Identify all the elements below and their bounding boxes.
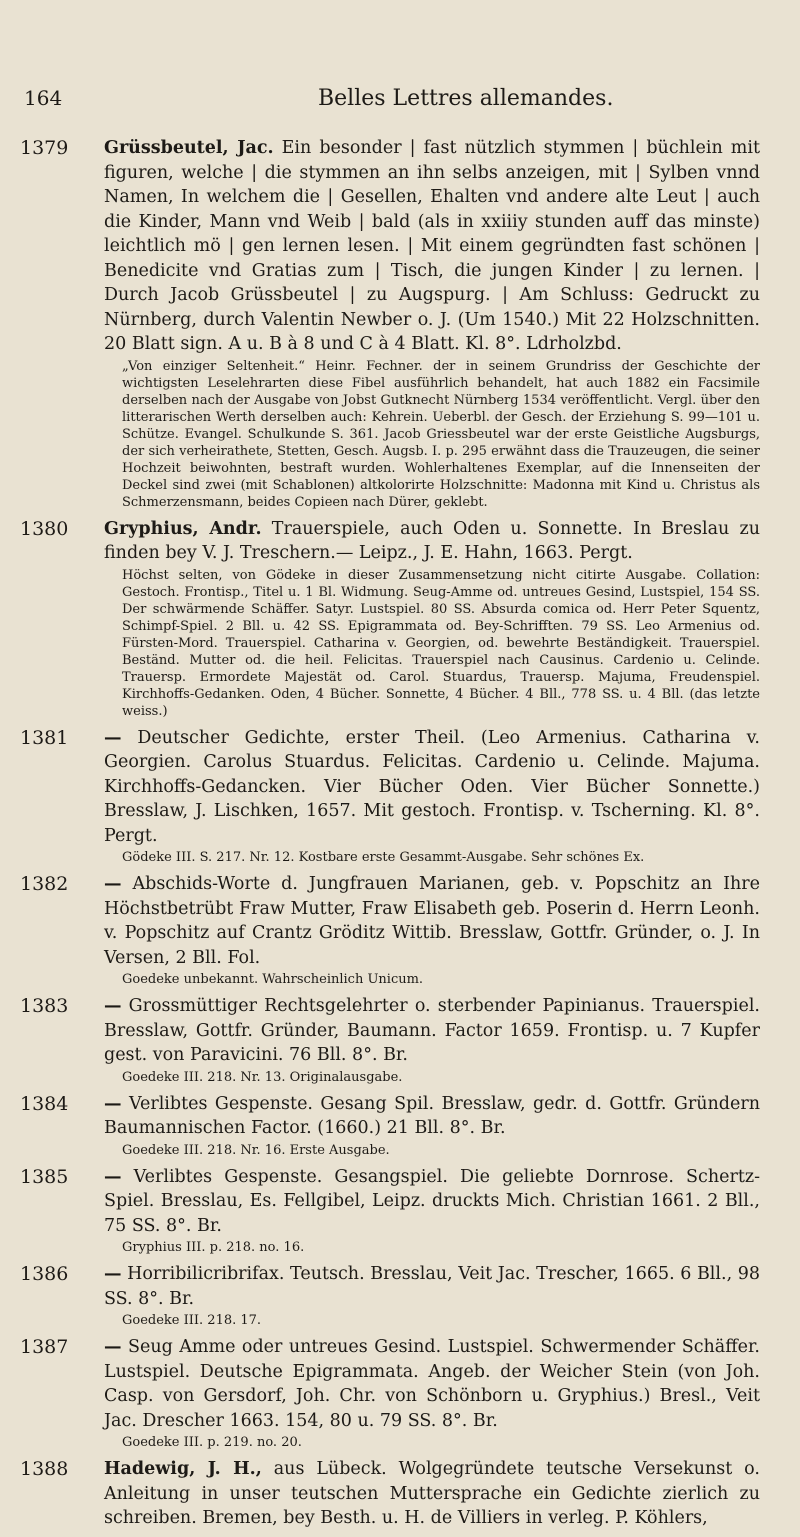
entry-note: Goedeke III. 218. Nr. 16. Erste Ausgabe. [122, 1142, 390, 1158]
entry-body: aus Lübeck. Wolgegründete teutsche Versekunst o. Anleitung in unser teutschen Muttersprache ein Gedichte zierlich zu schreiben. Bremen, bey Besth. u. H. de Villiers in verleg. P. Köhlers, [104, 1459, 760, 1528]
lot-number: 1381 [20, 726, 69, 749]
entry-body: Seug Amme oder untreues Gesind. Lustspiel. Schwermender Schäffer. Lustspiel. Deutsche Epigrammata. Angeb. der Weicher Stein (von Joh. Casp. von Gersdorf, Joh. Chr. von Schönborn u. Gryphius.) Bresl., Veit Jac. Drescher 1663. 154, 80 u. 79 SS. 8°. Br. [104, 1337, 760, 1431]
lot-number: 1385 [20, 1165, 69, 1188]
entry-text [104, 872, 760, 970]
lot-number: 1380 [20, 517, 69, 540]
entry-note: Goedeke III. 218. Nr. 13. Originalausgabe. [122, 1069, 403, 1085]
entry-note: Gödeke III. S. 217. Nr. 12. Kostbare erste Gesammt-Ausgabe. Sehr schönes Ex. [122, 850, 645, 865]
catalogue-entry [0, 1092, 800, 1159]
entry-body: Grossmüttiger Rechtsgelehrter o. sterbender Papinianus. Trauerspiel. Bresslaw, Gottfr. Gründer, Baumann. Factor 1659. Frontisp. u. 7 Kupfer gest. von Paravicini. 76 Bll. 8°. Br. [104, 996, 760, 1065]
catalogue-entry [0, 1457, 800, 1531]
entry-body: Horribilicribrifax. Teutsch. Bresslau, Veit Jac. Trescher, 1665. 6 Bll., 98 SS. 8°. Br. [104, 1264, 760, 1309]
catalogue-entry [0, 1262, 800, 1329]
entry-lead: — [104, 727, 122, 748]
entry-body: Deutscher Gedichte, erster Theil. (Leo Armenius. Catharina v. Georgien. Carolus Stuardus. Felicitas. Cardenio u. Celinde. Majuma. Kirchhoffs-Gedancken. Vier Bücher Oden. Vier Bücher Sonnette.) Bresslaw, J. Lischken, 1657. Mit gestoch. Frontisp. v. Tscherning. Kl. 8°. Pergt. [104, 727, 760, 846]
entry-note: Goedeke unbekannt. Wahrscheinlich Unicum. [122, 972, 424, 987]
entry-text [104, 1457, 760, 1531]
entry-lead: Hadewig, J. H., [104, 1459, 262, 1479]
entry-list [0, 136, 800, 1537]
lot-number: 1387 [20, 1336, 69, 1358]
catalogue-entry [0, 517, 800, 720]
entry-lead: Gryphius, Andr. [104, 518, 262, 539]
entry-lead: — [104, 1337, 122, 1357]
lot-number: 1388 [20, 1458, 69, 1480]
page-number: 164 [24, 86, 63, 110]
catalogue-entry [0, 726, 800, 867]
entry-lead: Grüssbeutel, Jac. [104, 138, 274, 158]
catalogue-entry [0, 994, 800, 1086]
entry-text [104, 136, 760, 357]
lot-number: 1383 [20, 995, 69, 1017]
catalogue-entry [0, 136, 800, 511]
entry-lead: — [104, 996, 122, 1016]
entry-body: Ein besonder | fast nützlich stymmen | büchlein mit figuren, welche | die stymmen an ihn selbs anzeigen, mit | Sylben vnnd Namen, In welchem die | Gesellen, Ehalten vnd andere alte Leut | auch die Kinder, Mann vnd Weib | bald (als in xxiiiy stunden auff das minste) leichtlich mö | gen lernen lesen. | Mit einem gegründten fast schönen | Benedicite vnd Gratias zum | Tisch, die jungen Kinder | zu lernen. | Durch Jacob Grüssbeutel | zu Augspurg. | Am Schluss: Gedruckt zu Nürnberg, durch Valentin Newber o. J. (Um 1540.) Mit 22 Holzschnitten. 20 Blatt sign. A u. B à 8 und C à 4 Blatt. Kl. 8°. Ldrholzbd. [104, 138, 760, 354]
entry-lead: — [104, 1166, 122, 1187]
entry-note: Höchst selten, von Gödeke in dieser Zusammensetzung nicht citirte Ausgabe. Collation: Gestoch. Frontisp., Titel u. 1 Bl. Widmung. Seug-Amme od. untreues Gesind, Lustspiel, 154 SS. Der schwärmende Schäffer. Satyr. Lustspiel. 80 SS. Absurda comica od. Herr Peter Squentz, Schimpf-Spiel. 2 Bll. u. 42 SS. Epigrammata od. Bey-Schrifften. 79 SS. Leo Armenius od. Fürsten-Mord. Trauerspiel. Catharina v. Georgien, od. bewehrte Beständigkeit. Trauerspiel. Beständ. Mutter od. die heil. Felicitas. Trauerspiel nach Causinus. Cardenio u. Celinde. Trauersp. Ermordete Majestät od. Carol. Stuardus, Trauersp. Majuma, Freudenspiel. Kirchhoffs-Gedanken. Oden, 4 Bücher. Sonnette, 4 Bücher. 4 Bll., 778 SS. u. 4 Bll. (das letzte weiss.) [122, 567, 760, 719]
entry-lead: — [104, 1093, 122, 1114]
catalogue-entry [0, 1165, 800, 1257]
lot-number: 1382 [20, 873, 69, 895]
entry-lead: — [104, 1264, 122, 1284]
entry-text [104, 1262, 760, 1311]
entry-body: Verlibtes Gespenste. Gesangspiel. Die geliebte Dornrose. Schertz-Spiel. Bresslau, Es. Fellgibel, Leipz. druckts Mich. Christian 1661. 2 Bll., 75 SS. 8°. Br. [104, 1166, 760, 1236]
catalogue-entry [0, 872, 800, 988]
entry-note: Goedeke III. 218. 17. [122, 1313, 262, 1328]
entry-note: Gryphius III. p. 218. no. 16. [122, 1240, 305, 1255]
running-head [0, 86, 800, 116]
entry-text [104, 1335, 760, 1433]
lot-number: 1379 [20, 137, 69, 159]
entry-text [104, 1165, 760, 1239]
catalogue-entry [0, 1335, 800, 1451]
lot-number: 1384 [20, 1092, 69, 1115]
entry-text [104, 994, 760, 1068]
entry-text [104, 517, 760, 566]
entry-note: „Von einziger Seltenheit.“ Heinr. Fechner. der in seinem Grundriss der Geschichte der wichtigsten Leselehrarten diese Fibel ausführlich behandelt, hat auch 1882 ein Facsimile derselben nach der Ausgabe von Jobst Gutknecht Nürnberg 1534 veröffentlicht. Vergl. über den litterarischen Werth derselben auch: Kehrein. Ueberbl. der Gesch. der Erziehung S. 99—101 u. Schütze. Evangel. Schulkunde S. 361. Jacob Griessbeutel war der erste Geistliche Augsburgs, der sich verheirathete, Stetten, Gesch. Augsb. I. p. 295 erwähnt dass die Trauzeugen, die seiner Hochzeit beiwohnten, bestraft wurden. Wohlerhaltenes Exemplar, auf die Innenseiten der Deckel sind zwei (mit Schablonen) altkolorirte Holzschnitte: Madonna mit Kind u. Christus als Schmerzensmann, beides Copieen nach Dürer, geklebt. [122, 358, 760, 510]
entry-body: Abschids-Worte d. Jungfrauen Marianen, geb. v. Popschitz an Ihre Höchstbetrübt Fraw Mutter, Fraw Elisabeth geb. Poserin d. Herrn Leonh. v. Popschitz auf Crantz Gröditz Wittib. Bresslaw, Gottfr. Gründer, o. J. In Versen, 2 Bll. Fol. [104, 874, 760, 968]
entry-body: Verlibtes Gespenste. Gesang Spil. Bresslaw, gedr. d. Gottfr. Gründern Baumannischen Factor. (1660.) 21 Bll. 8°. Br. [104, 1093, 760, 1138]
entry-note: Goedeke III. p. 219. no. 20. [122, 1435, 302, 1450]
entry-body: Trauerspiele, auch Oden u. Sonnette. In Breslau zu finden bey V. J. Treschern.— Leipz., J. E. Hahn, 1663. Pergt. [104, 518, 760, 563]
lot-number: 1386 [20, 1263, 69, 1285]
entry-lead: — [104, 874, 122, 894]
entry-text [104, 726, 760, 849]
running-title: Belles Lettres allemandes. [318, 86, 614, 111]
entry-text [104, 1092, 760, 1141]
